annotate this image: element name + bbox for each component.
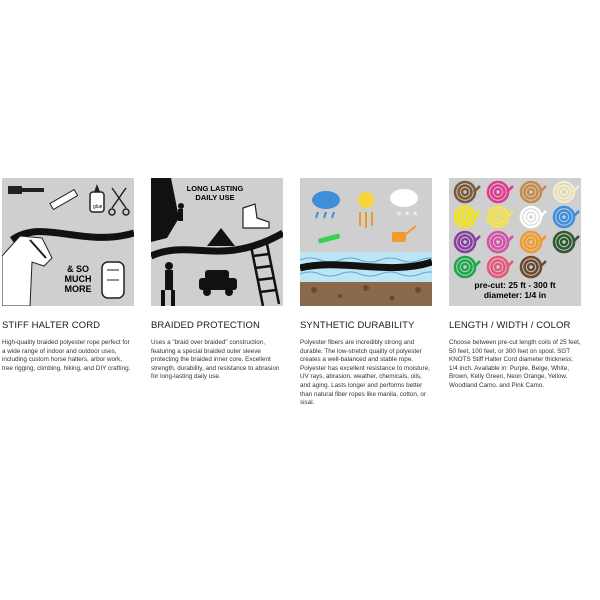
rope-coil-icon xyxy=(455,182,480,202)
caption-line: DAILY USE xyxy=(195,193,235,202)
horse-icon xyxy=(2,236,52,306)
rope-coil-icon xyxy=(521,232,546,252)
rope-coil-icon xyxy=(554,182,579,202)
rope-coil-icon xyxy=(455,207,480,227)
rope-coil-icon xyxy=(455,232,480,252)
caption-line: & SO xyxy=(66,264,89,274)
image-caption xyxy=(58,264,98,294)
ruler-icon xyxy=(50,190,78,210)
rope-coil-icon xyxy=(488,257,513,277)
rope-coil-icon xyxy=(521,207,546,227)
hiker-icon xyxy=(161,262,175,306)
rope-coil-icon xyxy=(521,182,546,202)
climber-icon xyxy=(178,203,184,221)
cliff-icon xyxy=(151,178,179,242)
boot-icon xyxy=(243,204,269,228)
feature-image-halter xyxy=(2,178,134,306)
rope-coil-icon xyxy=(488,232,513,252)
feature-title: BRAIDED PROTECTION xyxy=(151,320,260,331)
watering-can-icon xyxy=(392,226,416,242)
caption-line: pre-cut: 25 ft - 300 ft xyxy=(474,280,556,290)
feature-image-synthetic xyxy=(300,178,432,306)
feature-synthetic-durability xyxy=(300,178,432,408)
image-caption xyxy=(185,184,245,202)
feature-description: Polyester fibers are incredibly strong and durable. The low-stretch quality of polyester creates a well-balanced and stable rope. Polyester has excellent resistance to moisture, UV rays, abrasion, weather, chemicals, oils, and aging. Lasts longer and performs better than natural fiber ropes like manila, cotton, or sisal. xyxy=(300,339,430,407)
feature-title: LENGTH / WIDTH / COLOR xyxy=(449,320,571,331)
rope-coil-icon xyxy=(488,182,513,202)
image-caption xyxy=(453,280,577,300)
feature-description: High-quality braided polyester rope perfect for a wide range of indoor and outdoor uses, including custom horse halters, arbor work, tree rigging, climbing, hiking, and DIY crafting. xyxy=(2,339,131,372)
feature-description: Choose between pre-cut length coils of 25 feet, 50 feet, 100 feet, or 300 feet on spool. SGT KNOTS Stiff Halter Cord diameter thickness: 1/4 inch. Available in: Purple, Beige, White, Brown, Kelly Green, Neon Orange, Yellow, Woodland Camo. and Pink Camo. xyxy=(449,339,581,389)
caption-line: diameter: 1/4 in xyxy=(483,290,547,300)
backpack-icon xyxy=(102,262,124,298)
weather-illustration xyxy=(300,178,432,306)
car-icon xyxy=(199,270,237,296)
rope-coil-icon xyxy=(455,257,480,277)
feature-braided-protection xyxy=(151,178,283,382)
sun-icon xyxy=(358,192,374,228)
feature-title: STIFF HALTER CORD xyxy=(2,320,101,331)
chemical-tube-icon xyxy=(318,233,341,244)
rope-coil-icon xyxy=(488,207,513,227)
feature-length-width-color xyxy=(449,178,581,391)
feature-image-braided xyxy=(151,178,283,306)
caption-line: MUCH xyxy=(64,274,92,284)
rope-coil-icon xyxy=(521,257,546,277)
rope-coil-icon xyxy=(554,232,579,252)
snow-cloud-icon xyxy=(390,189,418,218)
glue-label: glue xyxy=(93,204,103,210)
svg-text:✳ ✳ ✳: ✳ ✳ ✳ xyxy=(396,210,419,218)
caption-line: LONG LASTING xyxy=(186,184,244,193)
feature-stiff-halter-cord xyxy=(2,178,134,373)
hammer-icon xyxy=(8,186,44,194)
scissors-icon xyxy=(109,188,129,215)
feature-title: SYNTHETIC DURABILITY xyxy=(300,320,415,331)
tent-icon xyxy=(207,228,235,246)
feature-image-colors xyxy=(449,178,581,306)
ladder-icon xyxy=(251,244,279,306)
feature-description: Uses a "braid over braided" construction, featuring a special braided outer sleeve protecting the braided inner core. Excellent strength, durability, and resistance to abrasion for long-lasting daily use. xyxy=(151,339,280,381)
caption-line: MORE xyxy=(64,284,92,294)
rope-coil-icon xyxy=(554,207,579,227)
rain-cloud-icon xyxy=(312,191,340,218)
